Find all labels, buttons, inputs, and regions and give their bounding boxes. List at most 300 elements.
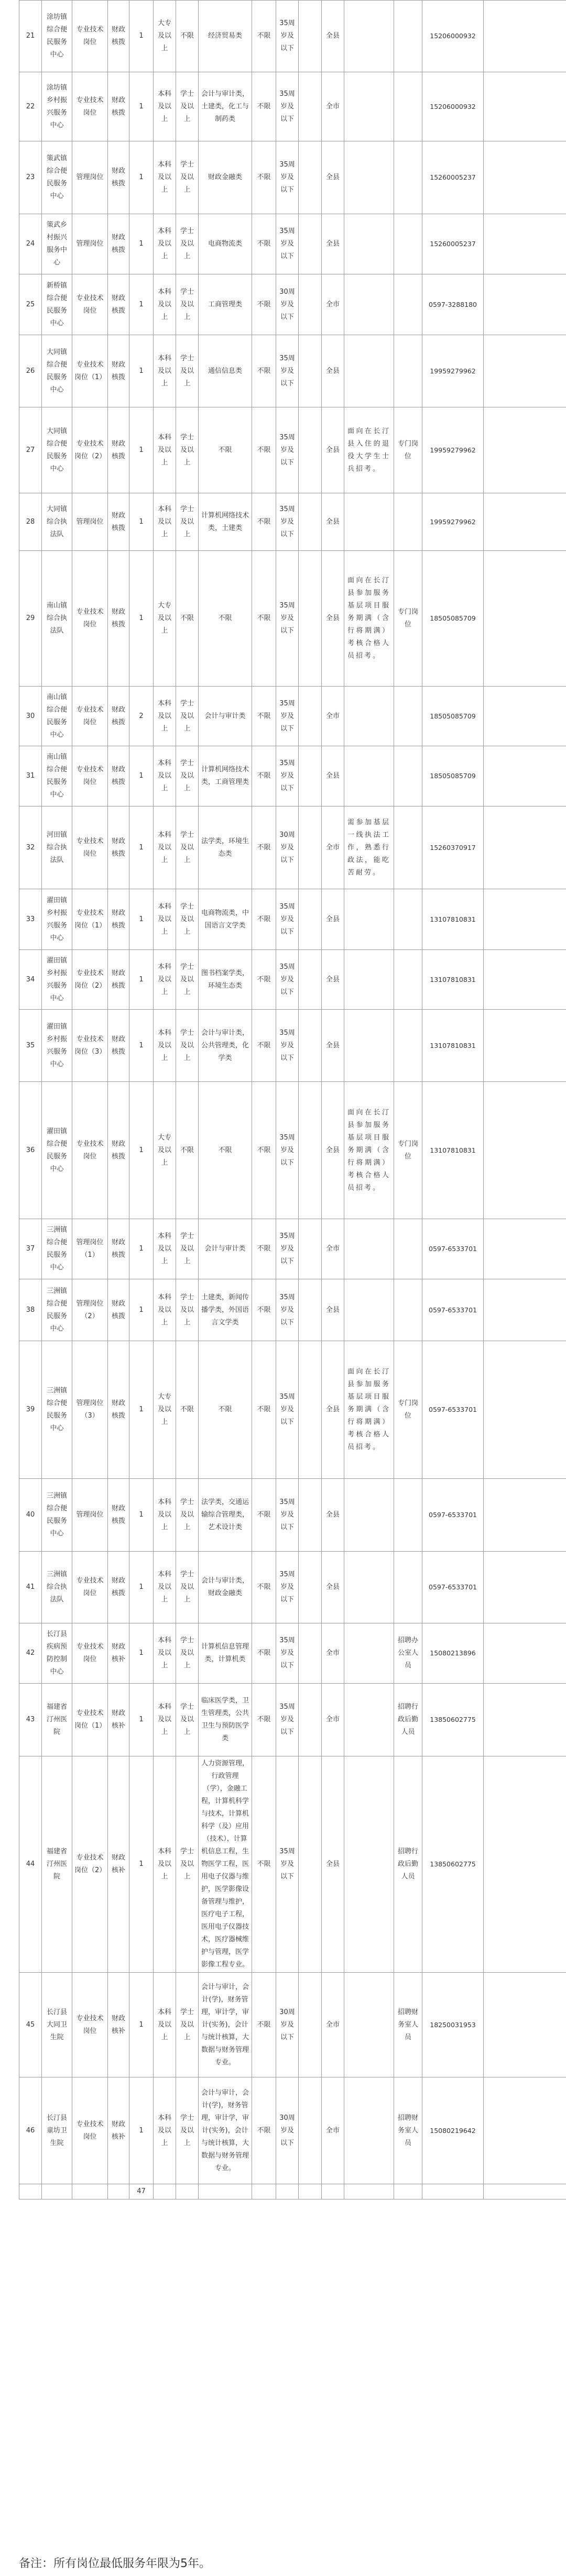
blank-cell (299, 214, 322, 274)
degree-cell: 不限 (176, 1, 199, 72)
table-row (19, 1973, 566, 2077)
blank-cell (484, 746, 566, 806)
gender-cell: 不限 (252, 746, 276, 806)
blank-cell (484, 274, 566, 335)
blank-cell (484, 1552, 566, 1623)
household-area-cell: 全市 (322, 687, 344, 746)
household-area-cell: 全县 (322, 214, 344, 274)
contact-phone-cell: 13107810831 (422, 1010, 484, 1082)
position-mode-cell (394, 687, 422, 746)
major-cell: 计算机网络技术类，工商管理类 (199, 746, 252, 806)
unit-name-cell: 大同镇综合执法队 (42, 493, 72, 551)
unit-name-cell: 大同镇综合便民服务中心 (42, 407, 72, 493)
blank-cell (299, 72, 322, 141)
education-cell: 本科及以上 (154, 1684, 176, 1756)
major-cell: 不限 (199, 1082, 252, 1219)
education-cell: 本科及以上 (154, 1756, 176, 1973)
table-row (19, 551, 566, 687)
table-row (19, 889, 566, 950)
funding-type-cell: 财政核拨 (108, 72, 129, 141)
row-number-cell: 21 (19, 1, 42, 72)
position-mode-cell (394, 274, 422, 335)
hire-count-cell: 1 (129, 1341, 154, 1479)
hire-count-cell: 1 (129, 889, 154, 950)
total-count-cell: 47 (129, 2184, 154, 2199)
blank-cell (299, 1756, 322, 1973)
blank-cell (299, 2184, 322, 2199)
blank-cell (299, 274, 322, 335)
household-area-cell: 全县 (322, 551, 344, 687)
gender-cell: 不限 (252, 551, 276, 687)
position-mode-cell: 招聘办公室人员 (394, 1623, 422, 1684)
other-conditions-cell (344, 1219, 394, 1279)
table-row (19, 335, 566, 407)
major-cell: 不限 (199, 551, 252, 687)
table-row (19, 274, 566, 335)
hire-count-cell: 1 (129, 806, 154, 889)
hire-count-cell: 1 (129, 72, 154, 141)
degree-cell: 学士及以上 (176, 1973, 199, 2077)
blank-cell (299, 1479, 322, 1552)
education-cell: 本科及以上 (154, 746, 176, 806)
position-mode-cell (394, 806, 422, 889)
education-cell: 大专及以上 (154, 551, 176, 687)
blank-cell (484, 493, 566, 551)
position-name-cell: 管理岗位 (72, 1479, 108, 1552)
funding-type-cell: 财政核拨 (108, 493, 129, 551)
hire-count-cell: 1 (129, 1623, 154, 1684)
degree-cell: 学士及以上 (176, 1219, 199, 1279)
household-area-cell: 全县 (322, 407, 344, 493)
blank-cell (299, 551, 322, 687)
position-name-cell: 专业技术岗位 (72, 551, 108, 687)
position-name-cell: 管理岗位（3） (72, 1341, 108, 1479)
major-cell: 土建类，新闻传播学类，外国语言文学类 (199, 1279, 252, 1341)
hire-count-cell: 1 (129, 335, 154, 407)
education-cell: 本科及以上 (154, 889, 176, 950)
blank-cell (299, 1279, 322, 1341)
education-cell: 本科及以上 (154, 950, 176, 1010)
blank-cell (299, 806, 322, 889)
contact-phone-cell: 15260005237 (422, 141, 484, 214)
major-cell: 会计与审计类 (199, 1219, 252, 1279)
funding-type-cell: 财政核补 (108, 1684, 129, 1756)
table-row (19, 214, 566, 274)
footnote: 备注：所有岗位最低服务年限为5年。 (19, 2557, 211, 2570)
gender-cell: 不限 (252, 2077, 276, 2184)
unit-name-cell: 长汀县疾病预防控制中心 (42, 1623, 72, 1684)
contact-phone-cell: 19959279962 (422, 407, 484, 493)
row-number-cell: 45 (19, 1973, 42, 2077)
other-conditions-cell: 面向在长汀县入住的退役大学生士兵招考。 (344, 407, 394, 493)
hire-count-cell: 1 (129, 1279, 154, 1341)
unit-name-cell: 福建省汀州医院 (42, 1756, 72, 1973)
blank-cell (484, 1, 566, 72)
age-limit-cell: 35周岁及以下 (276, 746, 299, 806)
degree-cell: 学士及以上 (176, 1279, 199, 1341)
funding-type-cell: 财政核拨 (108, 1219, 129, 1279)
blank-cell (108, 2184, 129, 2199)
position-name-cell: 管理岗位（1） (72, 1219, 108, 1279)
household-area-cell: 全县 (322, 493, 344, 551)
contact-phone-cell: 15206000932 (422, 1, 484, 72)
other-conditions-cell (344, 274, 394, 335)
gender-cell: 不限 (252, 1623, 276, 1684)
blank-cell (299, 335, 322, 407)
position-name-cell: 专业技术岗位 (72, 72, 108, 141)
age-limit-cell: 35周岁及以下 (276, 72, 299, 141)
row-number-cell: 28 (19, 493, 42, 551)
hire-count-cell: 1 (129, 1082, 154, 1219)
contact-phone-cell: 18505085709 (422, 746, 484, 806)
total-row (19, 2184, 566, 2199)
unit-name-cell: 福建省汀州医院 (42, 1684, 72, 1756)
row-number-cell: 44 (19, 1756, 42, 1973)
unit-name-cell: 南山镇综合便民服务中心 (42, 746, 72, 806)
blank-cell (72, 2184, 108, 2199)
education-cell: 大专及以上 (154, 1341, 176, 1479)
position-name-cell: 专业技术岗位（1） (72, 335, 108, 407)
household-area-cell: 全县 (322, 1082, 344, 1219)
degree-cell: 学士及以上 (176, 1552, 199, 1623)
gender-cell: 不限 (252, 1341, 276, 1479)
row-number-cell: 24 (19, 214, 42, 274)
unit-name-cell: 长汀县童坊卫生院 (42, 2077, 72, 2184)
degree-cell: 不限 (176, 1082, 199, 1219)
position-mode-cell: 专门岗位 (394, 1341, 422, 1479)
blank-cell (484, 1279, 566, 1341)
hire-count-cell: 1 (129, 1684, 154, 1756)
major-cell: 电商物流类 (199, 214, 252, 274)
age-limit-cell: 35周岁及以下 (276, 889, 299, 950)
blank-cell (484, 2077, 566, 2184)
age-limit-cell: 35周岁及以下 (276, 1684, 299, 1756)
household-area-cell: 全县 (322, 1279, 344, 1341)
gender-cell: 不限 (252, 1010, 276, 1082)
age-limit-cell: 35周岁及以下 (276, 1552, 299, 1623)
hire-count-cell: 1 (129, 274, 154, 335)
position-mode-cell (394, 493, 422, 551)
other-conditions-cell (344, 2077, 394, 2184)
household-area-cell: 全县 (322, 1552, 344, 1623)
other-conditions-cell (344, 1010, 394, 1082)
major-cell: 通信信息类 (199, 335, 252, 407)
table-row (19, 1552, 566, 1623)
table-row (19, 1623, 566, 1684)
row-number-cell: 41 (19, 1552, 42, 1623)
household-area-cell: 全县 (322, 1010, 344, 1082)
table-row (19, 1684, 566, 1756)
table-row (19, 1219, 566, 1279)
row-number-cell: 36 (19, 1082, 42, 1219)
position-name-cell: 专业技术岗位 (72, 2077, 108, 2184)
position-mode-cell: 专门岗位 (394, 407, 422, 493)
blank-cell (484, 72, 566, 141)
major-cell: 会计与审计类，公共管理类，化学类 (199, 1010, 252, 1082)
household-area-cell: 全县 (322, 889, 344, 950)
education-cell: 本科及以上 (154, 214, 176, 274)
funding-type-cell: 财政核拨 (108, 687, 129, 746)
major-cell: 临床医学类，卫生管理类，公共卫生与预防医学类 (199, 1684, 252, 1756)
hire-count-cell: 1 (129, 141, 154, 214)
blank-cell (484, 1623, 566, 1684)
table-row (19, 141, 566, 214)
table-body (19, 1, 566, 2199)
table-row (19, 806, 566, 889)
hire-count-cell: 1 (129, 1756, 154, 1973)
funding-type-cell: 财政核补 (108, 1756, 129, 1973)
position-mode-cell (394, 1279, 422, 1341)
position-mode-cell: 招聘财务室人员 (394, 2077, 422, 2184)
position-name-cell: 管理岗位 (72, 493, 108, 551)
major-cell: 计算机网络技术类，土建类 (199, 493, 252, 551)
position-mode-cell (394, 1010, 422, 1082)
unit-name-cell: 濯田镇乡村振兴服务中心 (42, 950, 72, 1010)
blank-cell (299, 1341, 322, 1479)
blank-cell (484, 141, 566, 214)
degree-cell: 学士及以上 (176, 274, 199, 335)
hire-count-cell: 1 (129, 1010, 154, 1082)
age-limit-cell: 30周岁及以下 (276, 274, 299, 335)
table-row (19, 1479, 566, 1552)
row-number-cell: 23 (19, 141, 42, 214)
blank-cell (484, 1756, 566, 1973)
contact-phone-cell: 15080219642 (422, 2077, 484, 2184)
gender-cell: 不限 (252, 274, 276, 335)
funding-type-cell: 财政核拨 (108, 950, 129, 1010)
major-cell: 会计与审计类 (199, 687, 252, 746)
education-cell: 大专及以上 (154, 1, 176, 72)
major-cell: 会计与审计类，土建类，化工与制药类 (199, 72, 252, 141)
gender-cell: 不限 (252, 1552, 276, 1623)
position-mode-cell (394, 746, 422, 806)
contact-phone-cell: 0597-3288180 (422, 274, 484, 335)
position-mode-cell: 专门岗位 (394, 551, 422, 687)
table-row (19, 493, 566, 551)
funding-type-cell: 财政核补 (108, 2077, 129, 2184)
major-cell: 不限 (199, 407, 252, 493)
unit-name-cell: 新桥镇综合便民服务中心 (42, 274, 72, 335)
hire-count-cell: 1 (129, 1552, 154, 1623)
row-number-cell: 34 (19, 950, 42, 1010)
hire-count-cell: 1 (129, 214, 154, 274)
row-number-cell: 22 (19, 72, 42, 141)
household-area-cell: 全县 (322, 141, 344, 214)
age-limit-cell: 35周岁及以下 (276, 1279, 299, 1341)
unit-name-cell: 濯田镇综合便民服务中心 (42, 1082, 72, 1219)
position-mode-cell (394, 214, 422, 274)
funding-type-cell: 财政核拨 (108, 1082, 129, 1219)
contact-phone-cell: 13107810831 (422, 950, 484, 1010)
funding-type-cell: 财政核拨 (108, 1279, 129, 1341)
education-cell: 本科及以上 (154, 1973, 176, 2077)
education-cell: 本科及以上 (154, 1010, 176, 1082)
other-conditions-cell (344, 1552, 394, 1623)
unit-name-cell: 濯田镇乡村振兴服务中心 (42, 889, 72, 950)
position-mode-cell (394, 1, 422, 72)
unit-name-cell: 策武镇综合便民服务中心 (42, 141, 72, 214)
contact-phone-cell: 13850602775 (422, 1756, 484, 1973)
other-conditions-cell (344, 1756, 394, 1973)
unit-name-cell: 南山镇综合便民服务中心 (42, 687, 72, 746)
degree-cell: 学士及以上 (176, 335, 199, 407)
funding-type-cell: 财政核拨 (108, 889, 129, 950)
gender-cell: 不限 (252, 1, 276, 72)
blank-cell (484, 214, 566, 274)
table-row (19, 1341, 566, 1479)
blank-cell (484, 1684, 566, 1756)
major-cell: 不限 (199, 1341, 252, 1479)
blank-cell (484, 2184, 566, 2199)
major-cell: 会计与审计，会计(学)，财务管理，审计学，审计(实务)，会计与统计核算，大数据与财务管理专业。 (199, 2077, 252, 2184)
gender-cell: 不限 (252, 687, 276, 746)
unit-name-cell: 三洲镇综合便民服务中心 (42, 1479, 72, 1552)
degree-cell: 学士及以上 (176, 1623, 199, 1684)
position-name-cell: 专业技术岗位（2） (72, 950, 108, 1010)
table-row (19, 72, 566, 141)
degree-cell: 不限 (176, 551, 199, 687)
age-limit-cell: 35周岁及以下 (276, 1479, 299, 1552)
age-limit-cell: 35周岁及以下 (276, 1756, 299, 1973)
blank-cell (299, 407, 322, 493)
other-conditions-cell (344, 1279, 394, 1341)
contact-phone-cell: 19959279962 (422, 335, 484, 407)
blank-cell (484, 1010, 566, 1082)
age-limit-cell: 35周岁及以下 (276, 407, 299, 493)
gender-cell: 不限 (252, 889, 276, 950)
contact-phone-cell: 0597-6533701 (422, 1341, 484, 1479)
row-number-cell: 43 (19, 1684, 42, 1756)
gender-cell: 不限 (252, 335, 276, 407)
contact-phone-cell: 0597-6533701 (422, 1279, 484, 1341)
major-cell: 财政金融类 (199, 141, 252, 214)
position-name-cell: 专业技术岗位 (72, 746, 108, 806)
hire-count-cell: 1 (129, 746, 154, 806)
gender-cell: 不限 (252, 1279, 276, 1341)
funding-type-cell: 财政核拨 (108, 274, 129, 335)
gender-cell: 不限 (252, 407, 276, 493)
row-number-cell: 27 (19, 407, 42, 493)
position-mode-cell (394, 1479, 422, 1552)
position-name-cell: 专业技术岗位 (72, 1, 108, 72)
row-number-cell: 39 (19, 1341, 42, 1479)
education-cell: 本科及以上 (154, 335, 176, 407)
degree-cell: 学士及以上 (176, 950, 199, 1010)
other-conditions-cell: 面向在长汀县参加服务基层项目服务期满（含行将期满）考核合格人员招考。 (344, 551, 394, 687)
row-number-cell: 46 (19, 2077, 42, 2184)
education-cell: 本科及以上 (154, 806, 176, 889)
contact-phone-cell: 18505085709 (422, 551, 484, 687)
row-number-cell: 33 (19, 889, 42, 950)
gender-cell: 不限 (252, 1756, 276, 1973)
row-number-cell: 40 (19, 1479, 42, 1552)
blank-cell (252, 2184, 276, 2199)
gender-cell: 不限 (252, 141, 276, 214)
blank-cell (299, 1082, 322, 1219)
hire-count-cell: 1 (129, 407, 154, 493)
funding-type-cell: 财政核拨 (108, 214, 129, 274)
position-name-cell: 专业技术岗位 (72, 1082, 108, 1219)
position-mode-cell (394, 72, 422, 141)
row-number-cell: 32 (19, 806, 42, 889)
hire-count-cell: 1 (129, 493, 154, 551)
blank-cell (299, 1684, 322, 1756)
hire-count-cell: 1 (129, 551, 154, 687)
degree-cell: 学士及以上 (176, 806, 199, 889)
table-row (19, 407, 566, 493)
position-mode-cell (394, 1552, 422, 1623)
degree-cell: 学士及以上 (176, 493, 199, 551)
funding-type-cell: 财政核拨 (108, 806, 129, 889)
blank-cell (484, 407, 566, 493)
position-name-cell: 管理岗位 (72, 214, 108, 274)
blank-cell (299, 687, 322, 746)
table-row (19, 1, 566, 72)
hire-count-cell: 1 (129, 1219, 154, 1279)
household-area-cell: 全县 (322, 1756, 344, 1973)
other-conditions-cell (344, 72, 394, 141)
contact-phone-cell: 15260370917 (422, 806, 484, 889)
contact-phone-cell: 13850602775 (422, 1684, 484, 1756)
other-conditions-cell (344, 1973, 394, 2077)
gender-cell: 不限 (252, 1219, 276, 1279)
education-cell: 本科及以上 (154, 1552, 176, 1623)
position-mode-cell: 招聘财务室人员 (394, 1973, 422, 2077)
row-number-cell: 38 (19, 1279, 42, 1341)
major-cell: 计算机信息管理类，计算机类 (199, 1623, 252, 1684)
position-mode-cell (394, 950, 422, 1010)
household-area-cell: 全市 (322, 1623, 344, 1684)
other-conditions-cell (344, 746, 394, 806)
blank-cell (484, 335, 566, 407)
row-number-cell: 29 (19, 551, 42, 687)
gender-cell: 不限 (252, 1082, 276, 1219)
hire-count-cell: 1 (129, 1, 154, 72)
table-row (19, 950, 566, 1010)
blank-cell (484, 1973, 566, 2077)
unit-name-cell: 大同镇综合便民服务中心 (42, 335, 72, 407)
age-limit-cell: 35周岁及以下 (276, 950, 299, 1010)
blank-cell (484, 889, 566, 950)
blank-cell (394, 2184, 422, 2199)
blank-cell (299, 1623, 322, 1684)
unit-name-cell: 涂坊镇综合便民服务中心 (42, 1, 72, 72)
contact-phone-cell: 15080213896 (422, 1623, 484, 1684)
household-area-cell: 全市 (322, 1219, 344, 1279)
contact-phone-cell: 15206000932 (422, 72, 484, 141)
education-cell: 本科及以上 (154, 72, 176, 141)
household-area-cell: 全市 (322, 274, 344, 335)
age-limit-cell: 35周岁及以下 (276, 1219, 299, 1279)
blank-cell (199, 2184, 252, 2199)
table-row (19, 687, 566, 746)
recruitment-table (19, 0, 566, 2199)
unit-name-cell: 策武乡村振兴服务中心 (42, 214, 72, 274)
unit-name-cell: 南山镇综合执法队 (42, 551, 72, 687)
position-mode-cell: 招聘行政后勤人员 (394, 1756, 422, 1973)
gender-cell: 不限 (252, 1684, 276, 1756)
blank-cell (299, 889, 322, 950)
education-cell: 本科及以上 (154, 1219, 176, 1279)
position-mode-cell (394, 1219, 422, 1279)
row-number-cell: 26 (19, 335, 42, 407)
major-cell: 电商物流类，中国语言文学类 (199, 889, 252, 950)
contact-phone-cell: 13107810831 (422, 1082, 484, 1219)
education-cell: 大专及以上 (154, 1082, 176, 1219)
household-area-cell: 全县 (322, 1, 344, 72)
age-limit-cell: 35周岁及以下 (276, 141, 299, 214)
position-name-cell: 专业技术岗位（3） (72, 1010, 108, 1082)
